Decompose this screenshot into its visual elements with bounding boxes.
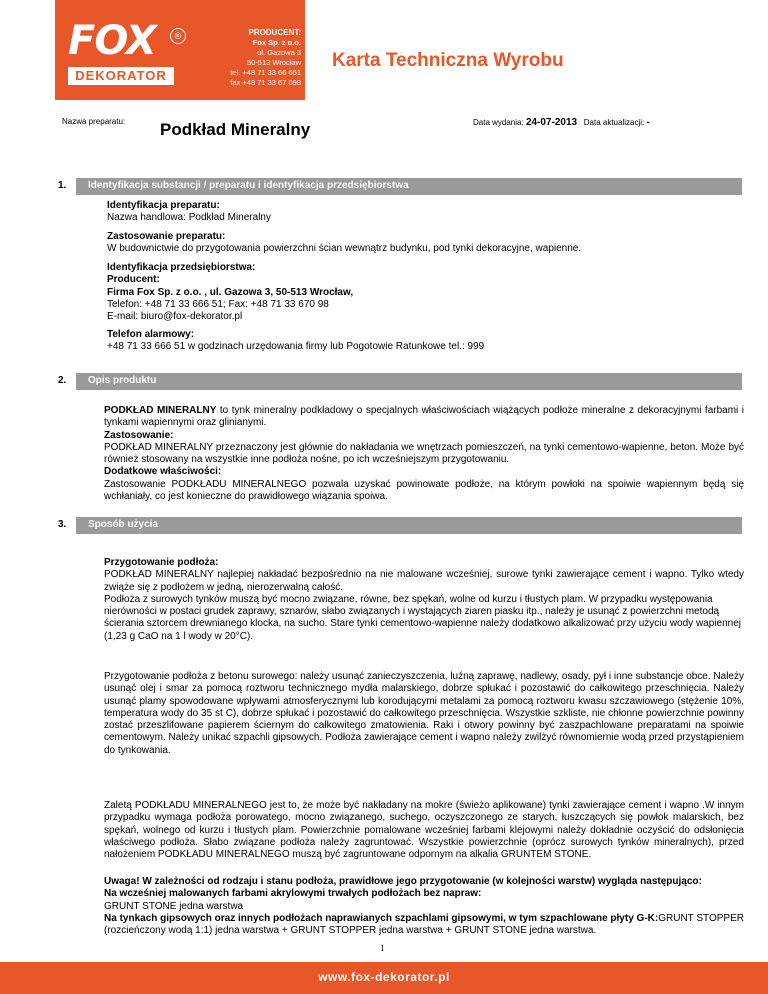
emergency-heading: Telefon alarmowy: [107,329,195,340]
producer-label: Producent: [107,274,160,286]
footer-bar [0,962,768,994]
producer-heading: PRODUCENT: [248,28,301,37]
application-heading: Zastosowanie: [104,429,174,441]
substrate-paragraph-1: PODKŁAD MINERALNY najlepiej nakładać bezpośrednio na nie malowane wcześniej, surowe tynki zawierające cement i wapno. Tylko wtedy zwiąże się z podłożem w jedną, nierozerwalną całość. [104,569,744,593]
registered-mark: ® [170,28,186,44]
producer-fax: fax +48 71 33 67 098 [230,78,301,87]
footer-website-link[interactable]: www.fox-dekorator.pl [318,970,450,984]
painted-surfaces-text: GRUNT STONE jedna warstwa [104,900,244,912]
logo-brand: FOX [68,18,156,64]
producer-name: Fox Sp. z o.o. [252,38,301,47]
product-description-text: to tynk mineralny podkładowy o specjalnych właściwościach wiążących podłoże mineralne z dekoracyjnymi farbami i tynkami wapiennymi oraz glinianymi. [104,405,744,429]
gypsum-surfaces-heading: Na tynkach gipsowych oraz innych podłożach naprawianych szpachlami gipsowymi, w tym szpachlowane płyty G-K: [104,912,659,924]
extra-properties-heading: Dodatkowe właściwości: [104,466,222,478]
section-2-title: Opis produktu [88,375,157,386]
product-description [104,405,744,430]
application-text: PODKŁAD MINERALNY przeznaczony jest głównie do nakładania we wnętrzach pomieszczeń, na tynki cementowo-wapienne, beton. Może być również stosowany na wszystkie inne podłoża nośne, po ich wcześniejszym przygotowaniu. [104,441,744,466]
section-1-usage [107,231,747,256]
painted-surfaces-heading: Na wcześniej malowanych farbami akrylowymi trwałych podłożach bez napraw: [104,888,482,900]
section-2-body [104,405,744,503]
section-1-emergency [107,329,747,354]
producer-street: ul. Gazowa 3 [257,48,301,57]
company-logo [55,0,305,100]
note-heading: Uwaga! W zależności od rodzaju i stanu podłoża, prawidłowe jego przygotowanie (w kolejności warstw) wygląda następująco: [104,876,702,887]
preparation-id-heading: Identyfikacja preparatu: [107,200,220,211]
gypsum-surfaces-text: GRUNT STOPPER (rozcieńczony wodą 1:1) jedna warstwa + GRUNT STOPPER jedna warstwa + GRUNT STONE jedna warstwa. [104,912,744,937]
document-title: Karta Techniczna Wyrobu [332,50,564,71]
firm-address: Firma Fox Sp. z o.o. , ul. Gazowa 3, 50-513 Wrocław, [107,286,354,298]
concrete-preparation: Przygotowanie podłoża z betonu surowego: należy usunąć zanieczyszczenia, luźną zaprawę, nadlewy, osady, pył i inne substancje obce. Należy usunąć olej i smar za pomocą roztworu technicznego mydła malarskiego, dobrze spłukać i pozostawić do całkowitego przeschnięcia. Należy usunąć plamy spowodowane wpływami atmosferycznymi lub korodującymi metalami za pomocą roztworu kwasu szczawiowego (stężenie 10%, temperatura wody do 35 st C), dobrze spłukać i pozostawić do całkowitego przeschnięcia. Wszystkie szkliste, nie chłonne powierzchnie powinny zostać przeszlifowane papierem ściernym do całkowitego zmatowienia. Raki i otwory powinny być zaszpachlowane preparatami na spoiwie cementowym. Należy unikać szpachli gipsowych. Podłoża zawierające cement i wapno należy zwilżyć równomiernie wodą przed przystąpieniem do tynkowania. [104,671,744,756]
section-2-number: 2. [58,375,67,386]
update-date-label: Data aktualizacji: [583,118,645,127]
issue-date-label: Data wydania: [473,118,524,127]
product-advantage: Zaletą PODKŁADU MINERALNEGO jest to, że może być nakładany na mokre (świeżo aplikowane) tynki zawierające cement i wapno .W innym przypadku wymaga podłoża porowatego, mocno związanego, suchego, oczyszczonego ze starych, łuszczących się powłok malarskich, bez spękań, wolnego od kurzu i tłustych plam. Powierzchnie pomalowane wcześniej farbami klejowymi należy dokładnie oczyścić do odsłonięcia właściwego podłoża. Słabo związane podłoża należy zagruntować. Wszystkie powierzchnie (oprócz surowych tynków mineralnych), przed nałożeniem PODKŁADU MINERALNEGO muszą być zagruntowane odpornym na alkalia GRUNTEM STONE. [104,800,744,861]
section-1-title: Identyfikacja substancji / preparatu i identyfikacja przedsiębiorstwa [88,180,409,191]
usage-heading: Zastosowanie preparatu: [107,231,226,242]
section-2-header [76,373,742,390]
section-3-number: 3. [58,519,67,530]
section-3-title: Sposób użycia [88,519,159,530]
company-email: E-mail: biuro@fox-dekorator.pl [107,311,243,323]
section-3-header [76,517,742,534]
usage-text: W budownictwie do przygotowania powierzchni ścian wewnątrz budynku, pod tynki dekoracyjne, wapienne. [107,243,582,255]
update-date: - [646,117,650,128]
logo-subtitle: DEKORATOR [68,67,174,85]
page-number: 1 [380,943,385,953]
substrate-paragraph-2: Podłoża z surowych tynków muszą być mocno związane, równe, bez spękań, wolne od kurzu i tłustych plam. W przypadku występowania nierówności w postaci grudek zaprawy, sznarów, słabo związanych i wystających ziaren piasku itp., należy je usunąć z powierzchni metodą ścierania sztorcem drewnianego klocka, na sucho. Stare tynki cementowo-wapienne należy dodatkowo alkalizować przy użyciu wody wapiennej (1,23 g CaO na 1 l wody w 20°C). [104,593,741,642]
producer-info [197,28,301,88]
producer-city: 50-513 Wrocław [246,58,301,67]
company-heading: Identyfikacja przedsiębiorstwa: [107,262,256,273]
document-dates [473,117,650,128]
trade-name: Nazwa handlowa: Podkład Mineralny [107,212,271,224]
extra-properties-text: Zastosowanie PODKŁADU MINERALNEGO pozwala uzyskać powinowate podłoże, na którym powłoki na spoiwie wapiennym będą się wchłaniały, co jest konieczne do prawidłowego wiązania spoiwa. [104,478,744,503]
section-1-header [76,178,742,195]
section-1-company [107,262,747,323]
layer-instructions [104,876,744,937]
substrate-preparation [104,557,744,643]
section-1-number: 1. [58,180,67,191]
issue-date: 24-07-2013 [525,117,578,128]
company-phone: Telefon: +48 71 33 666 51; Fax: +48 71 33 670 98 [107,298,329,310]
product-name-label: Nazwa preparatu: [62,117,126,126]
product-name: Podkład Mineralny [160,120,311,139]
emergency-text: +48 71 33 666 51 w godzinach urzędowania firmy lub Pogotowie Ratunkowe tel.: 999 [107,341,485,353]
section-1-preparation-id [107,200,747,225]
substrate-heading: Przygotowanie podłoża: [104,557,219,568]
producer-tel: tel. +48 71 33 66 651 [230,68,301,77]
product-description-bold: PODKŁAD MINERALNY [104,405,217,416]
